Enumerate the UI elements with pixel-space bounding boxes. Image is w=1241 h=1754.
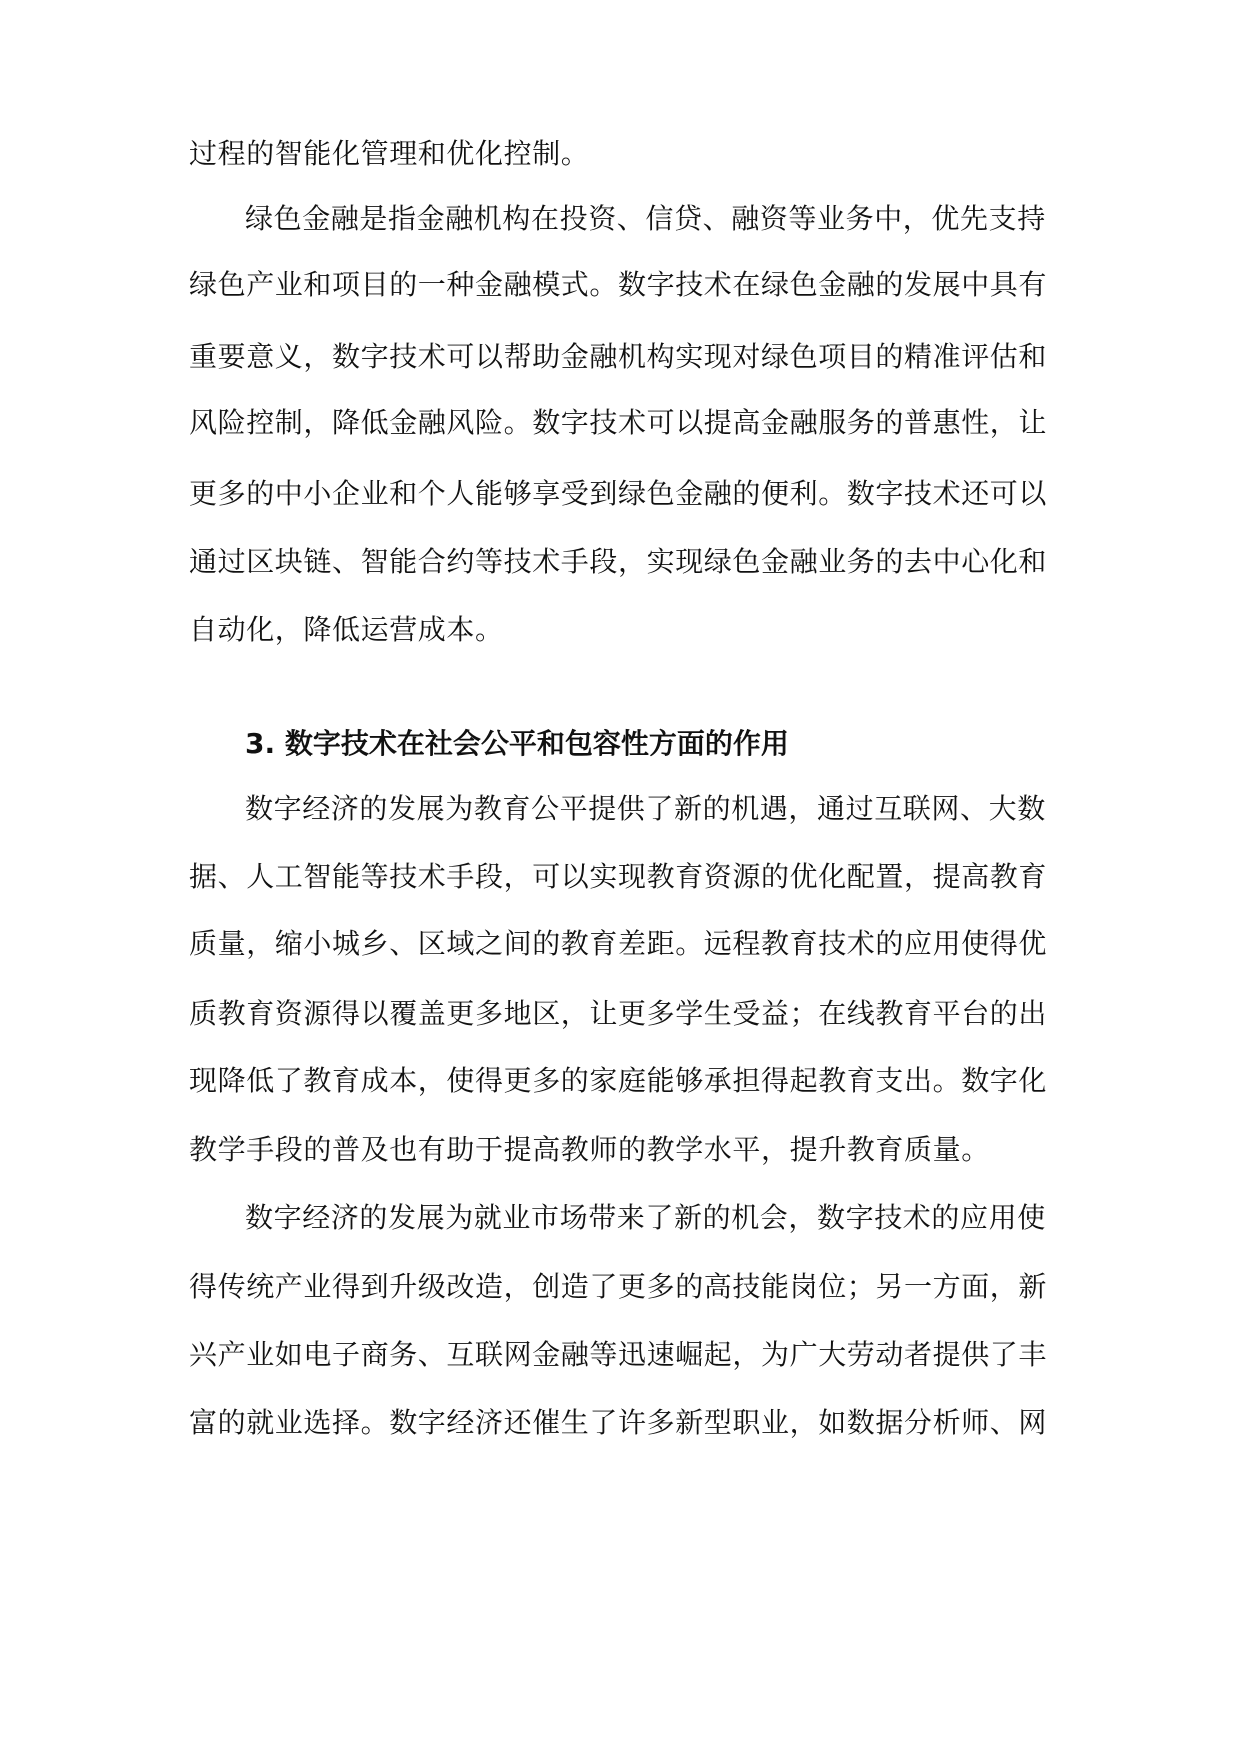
section-heading: 3. 数字技术在社会公平和包容性方面的作用	[245, 727, 789, 760]
paragraph-line: 绿色金融是指金融机构在投资、信贷、融资等业务中，优先支持	[245, 202, 1046, 235]
paragraph-line: 质教育资源得以覆盖更多地区，让更多学生受益；在线教育平台的出	[189, 997, 1048, 1030]
document-body	[189, 0, 1059, 1754]
paragraph-line: 现降低了教育成本，使得更多的家庭能够承担得起教育支出。数字化	[189, 1064, 1048, 1097]
paragraph-line: 更多的中小企业和个人能够享受到绿色金融的便利。数字技术还可以	[189, 477, 1048, 510]
paragraph-line: 重要意义，数字技术可以帮助金融机构实现对绿色项目的精准评估和	[189, 340, 1048, 373]
paragraph-line: 数字经济的发展为就业市场带来了新的机会，数字技术的应用使	[245, 1201, 1046, 1234]
paragraph-line: 据、人工智能等技术手段，可以实现教育资源的优化配置，提高教育	[189, 860, 1048, 893]
paragraph-line: 自动化，降低运营成本。	[189, 613, 504, 646]
paragraph-line: 兴产业如电子商务、互联网金融等迅速崛起，为广大劳动者提供了丰	[189, 1338, 1048, 1371]
paragraph-line: 过程的智能化管理和优化控制。	[189, 137, 590, 170]
paragraph-line: 富的就业选择。数字经济还催生了许多新型职业，如数据分析师、网	[189, 1406, 1048, 1439]
paragraph-line: 风险控制，降低金融风险。数字技术可以提高金融服务的普惠性，让	[189, 406, 1048, 439]
paragraph-line: 得传统产业得到升级改造，创造了更多的高技能岗位；另一方面，新	[189, 1270, 1048, 1303]
paragraph-line: 数字经济的发展为教育公平提供了新的机遇，通过互联网、大数	[245, 792, 1046, 825]
paragraph-line: 绿色产业和项目的一种金融模式。数字技术在绿色金融的发展中具有	[189, 268, 1048, 301]
paragraph-line: 通过区块链、智能合约等技术手段，实现绿色金融业务的去中心化和	[189, 545, 1048, 578]
paragraph-line: 教学手段的普及也有助于提高教师的教学水平，提升教育质量。	[189, 1133, 990, 1166]
paragraph-line: 质量，缩小城乡、区域之间的教育差距。远程教育技术的应用使得优	[189, 927, 1048, 960]
